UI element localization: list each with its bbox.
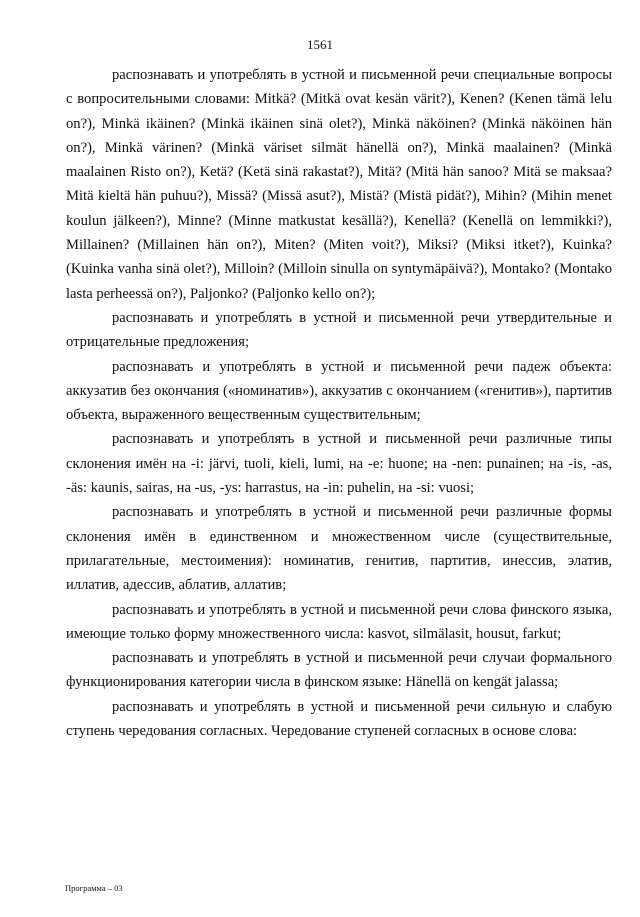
paragraph-special-questions: распознавать и употреблять в устной и письменной речи специальные вопросы с вопросительными словами: Mitkä? (Mitkä ovat kesän värit?), Kenen? (Kenen tämä lelu on?), Minkä ikäinen? (Minkä ikäinen sinä olet?), Minkä näköinen? (Minkä näköinen hän on?), Minkä värinen? (Minkä väriset silmät hänellä on?), Minkä maalainen? (Minkä maalainen Risto on?), Ketä? (Ketä sinä rakastat?), Mitä? (Mitä hän sanoo? Mitä se maksaa? Mitä kieltä hän puhuu?), Missä? (Missä asut?), Mistä? (Mistä pidät?), Mihin? (Mihin menet koulun jälkeen?), Minne? (Minne matkustat kesällä?), Kenellä? (Kenellä on lemmikki?), Millainen? (Millainen hän on?), Miten? (Miten voit?), Miksi? (Miksi itket?), Kuinka? (Kuinka vanha sinä olet?), Milloin? (Milloin sinulla on syntymäpäivä?), Montako? (Montako lasta perheessä on?), Paljonko? (Paljonko kello on?); [66,67,612,302]
footer-program-label: Программа – 03 [65,883,123,893]
page-number: 1561 [307,37,333,52]
paragraph-object-case: распознавать и употреблять в устной и письменной речи падеж объекта: аккузатив без окончания («номинатив»), аккузатив с окончанием («генитив»), партитив объекта, выраженного вещественным существительным; [66,358,612,424]
paragraph-number-category: распознавать и употреблять в устной и письменной речи случаи формального функционирования категории числа в финском языке: Hänellä on kengät jalassa; [66,650,612,691]
body-text [66,63,612,743]
paragraph-plural-only-words: распознавать и употреблять в устной и письменной речи слова финского языка, имеющие только форму множественного числа: kasvot, silmälasit, housut, farkut; [66,601,612,642]
paragraph-affirmative-negative: распознавать и употреблять в устной и письменной речи утвердительные и отрицательные предложения; [66,309,612,351]
paragraph-consonant-gradation: распознавать и употреблять в устной и письменной речи сильную и слабую ступень чередования согласных. Чередование ступеней согласных в основе слова: [66,698,612,740]
paragraph-declension-types: распознавать и употреблять в устной и письменной речи различные типы склонения имён на -i: järvi, tuoli, kieli, lumi, на -e: huone; на -nen: punainen; на -is, -as, -äs: kaunis, sairas, на -us, -ys: harrastus, на -in: puhelin, на -si: vuosi; [66,431,612,497]
paragraph-declension-forms: распознавать и употреблять в устной и письменной речи различные формы склонения имён в единственном и множественном числе (существительные, прилагательные, местоимения): номинатив, генитив, партитив, инессив, элатив, иллатив, адессив, аблатив, аллатив; [66,504,612,594]
